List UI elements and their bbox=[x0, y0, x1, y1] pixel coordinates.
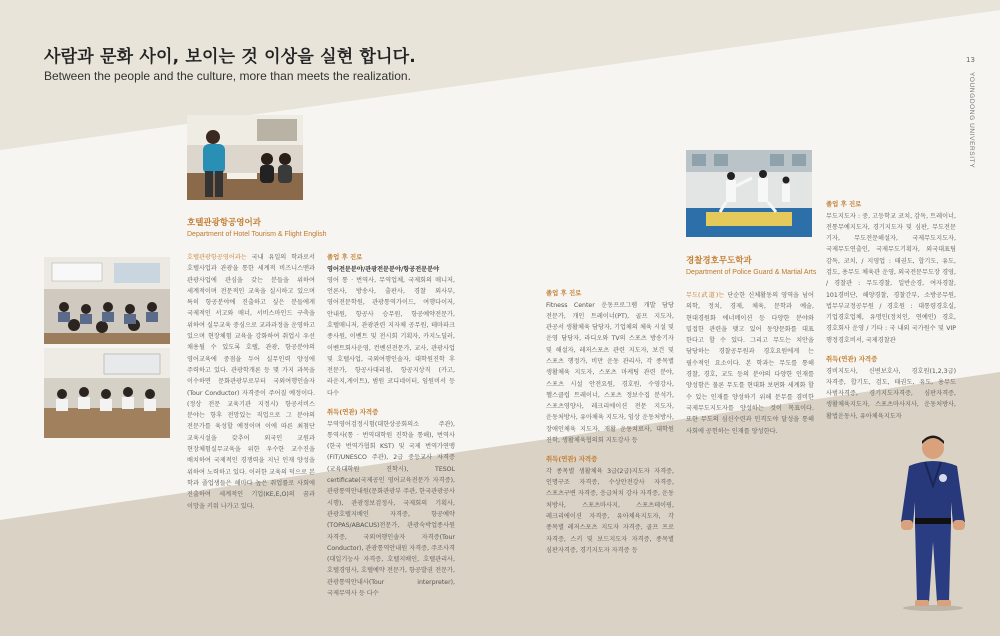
police-right-career-body: 무도지도자 : 중, 고등학교 코치, 감독, 트레이너, 전통무예지도자, 경기지도자 및 심판, 무도전문 기자, 무도전문해설자, 국제무도지도자, 국제무도연출인, 국제무도기획자, 외국대표팀 감독, 코치, / 지영업 : 태권도, 합기도, 유도, 검도, 용무도 체육관 운영, 외국전문무도장 경영, / 경찰관 : 무도경찰, 일반순경, 여자경찰, 101경비단, 해양경찰, 경찰간부, 소방공무원, 법무부교정공무원 / 경호원 : 대통령경호실, 기업경호업체, 유명인(정치인, 연예인) 경호, 경호회사 운영 / 기타 : 국 내외 국가원수 및 VIP 행정경호비서, 국제경찰관 bbox=[826, 212, 956, 344]
hotel-license-body: 무역영어검정시험(대한상공회의소 주관), 통역사(통 · 번역대학원 진학을 통해), 번역사(한국 번역가협회 KST) 및 국제 번역가연맹(FIT/UNESCO 주관), 2급 중등교사 자격증(교육대학원 진학시), TESOL certificate(국제공인 영어교육전문가 자격증), 관광통역안내원(문화관광부 주관, 한국관광공사 시행), 관광정보검정사, 국제회의 기획사, 관광호텔지배인 자격증, 항공예약(TOPAS/ABACUS)전문가, 관광숙박업종사원 자격증, 국외여행인솔자 자격증(Tour Conductor), 관광통역안내원 자격증, 주조사격(대일기능사 자격증, 호텔지배인, 호텔관리사, 호텔경영사, 호텔예약 전문가, 항공발권 전문가, 관광통역안내사(Tour interpreter), 국제무역사 등 다수 bbox=[327, 420, 455, 598]
martial-arts-student-figure bbox=[895, 432, 971, 612]
police-license-body: 각 종목별 생활체육 3급(2급)지도자 자격증, 인명구조 자격증, 수상안전강사 자격증, 스포츠구변 자격증, 응급처치 강사 자격증, 운동 처방사, 스포츠마사지, 스포츠테이핑, 레크리에이션 자격증, 유아체육지도자, 각 종목별 레저스포츠 지도자 자격증, 골프 프로 자격증, 스키 및 보드지도자 자격증, 종목별 심판자격증, 경기지도자 자격증 등 bbox=[546, 467, 674, 554]
hotel-career-column bbox=[327, 252, 455, 599]
police-career-column bbox=[546, 288, 674, 556]
page-number: 13 bbox=[966, 56, 975, 64]
hotel-intro-lead: 호텔관광항공영어과는 bbox=[187, 254, 247, 261]
hotel-career-heading: 졸업 후 진로 bbox=[327, 253, 363, 261]
hotel-class-photo-1 bbox=[187, 115, 303, 200]
martial-arts-photo bbox=[686, 150, 812, 237]
police-intro-lead: 무도(武道)는 bbox=[686, 292, 725, 299]
hotel-dept-name-ko: 호텔관광항공영어과 bbox=[187, 218, 261, 228]
police-intro bbox=[686, 290, 814, 437]
hotel-dept-name-en: Department of Hotel Tourism & Flight English bbox=[187, 231, 327, 238]
police-right-license-heading: 취득(연관) 자격증 bbox=[826, 355, 878, 364]
police-right-column bbox=[826, 199, 956, 422]
hotel-career-subheading: 영어전문분야/관광전문분야/항공전문분야 bbox=[327, 265, 440, 273]
hotel-intro bbox=[187, 252, 315, 512]
hotel-class-photo-3 bbox=[44, 348, 170, 438]
page-title: 사람과 문화 사이, 보이는 것 이상을 실현 합니다. bbox=[44, 47, 416, 67]
hotel-intro-body: 국내 유일의 학과로서 호텔사업과 관광을 통한 세계적 비즈니스맨과 관광사업에 관심을 갖는 분들을 위하여 세계적이며 전문적인 교육을 실시하고 있으며 특히 항공분야에 진출하고 싶은 분들에게 국제적인 서고와 매너, 서비스마인드 구축을 위하여 실무교육 중심으로 교과과정을 운영하고 있으며 현장체험 교육을 강화하여 취업시 우선 채용될 수 있도록 호텔, 관광, 항공분야의 영어교육에 중점을 두어 실무인력 양성에 주력하고 있다. 관광학개론 등 몇 가지 과목을 이수하면 문화관광부로부터 국외여행인솔자(Tour Conductor) 자격증이 주어질 예정이다.(정상 전문 교육기관 지정시) 항공서비스 분야는 항후 전망있는 직업으로 그 분야의 전문가를 육성할 예정이며 이에 따른 최첨단 교육시설을 갖추어 외국인 교원과 현장체험실무교육을 위한 우수한 교수진을 배치하여 국제적인 경쟁력을 지닌 인재 양성을 위하여 노력하고 있다. 이러한 교육의 덕으로 본 학과 졸업생들은 해마다 높은 취업률로 사회에 진출하여 세계적인 기업(KE,E,O)의 꿈과 이망을 키워 나가고 있다. bbox=[187, 254, 315, 510]
police-career-heading: 졸업 후 진로 bbox=[546, 289, 582, 297]
police-dept-name-ko: 경찰경호무도학과 bbox=[686, 256, 752, 266]
police-dept-name-en: Department of Police Guard & Martial Arts bbox=[686, 269, 817, 276]
police-career-body: Fitness Center 운동프로그램 개발 담당 전문가, 개인 트레이너(PT), 골프 지도자, 관공서 생활체육 담당자, 기업체의 체육 시설 및 운영 담당자, 라디오와 TV의 스포츠 방송기자 및 해설자, 레저스포츠 관련 지도자, 보건 및 스포츠 행정가, 비만 운동 관리사, 각 종목별 생활체육 지도자, 스포츠 마케팅 관련 분야, 스포츠 시설 안전요원, 경호원, 수영강사, 헬스클럽 트레이너, 스포츠 정보수집 분석가, 스포츠영양사, 레크리에이션 전문 지도자, 운동처방사, 유아체육 지도자, 임상 운동처방사, 장애인체육 지도자, 재활 운동치료사, 대학원 진학, 생활체육협의회 지도강사 등 bbox=[546, 301, 674, 445]
police-right-career-heading: 졸업 후 진로 bbox=[826, 200, 862, 208]
university-side-label: YOUNGDONG UNIVERSITY bbox=[968, 72, 975, 169]
hotel-license-heading: 취득(연관) 자격증 bbox=[327, 408, 379, 417]
hotel-career-body: 영어 통 · 번역사, 무역업체, 국제회의 매니저, 언론사, 방송사, 출판사, 경찰 외사부, 영어전문학원, 관광통역가이드, 여행다이저, 안내원, 항공사 승무원, 항공예약전문가, 호텔매니저, 관광관련 지자체 공무원, 테마파크 종사원, 이벤트 및 전시회 기획자, 카지노딜러, 이벤트회사운영, 컨벤션전문가, 교사, 관광사업 및 호텔사업, 국외여행인솔자, 대학원진학 후 전문가, 항공사대리점, 항공지상직 (카고,라운지,게이트), 범원 코디네이터, 임원비서 등 다수 bbox=[327, 276, 455, 397]
hotel-class-photo-2 bbox=[44, 257, 170, 344]
police-right-license-body: 경비지도사, 신변보호사, 경호원(1,2,3급) 자격증, 합기도, 검도, 태권도, 유도, 용무도 사범자격증, 경기지도자격증, 심판자격증, 생활체육지도자, 스포츠마사지사, 운동처방사, 활법운동사, 유아체육지도자 bbox=[826, 367, 956, 420]
police-intro-body: 단순한 신체활동의 영역을 넘어 의학, 정치, 경제, 체육, 문학과 예술, 현대경원화 에너메이션 등 다양한 분야와 밀접한 관련을 맺고 있어 동양문화를 대표 한다고 할 수 있다. 그리고 무도는 치안을 담당하는 경찰공무원과 경호요원에게 는 필수적인 요소이다. 본 학과는 무도를 통해 경찰, 경호, 교도 등의 분야의 다양한 인재를 양성함은 물론 무도를 현대화 보편화 세계화 할 수 있는 인재를 양성하기 위해 문무를 겸비한 국제무도지도자를 양성하는 것이 목표이다. 또한 무도의 심신수련과 인격도야 달성을 통해 사회에 공헌하는 인재를 양성한다. bbox=[686, 292, 814, 435]
police-license-heading: 취득(연관) 자격증 bbox=[546, 455, 598, 464]
page-subtitle: Between the people and the culture, more than meets the realization. bbox=[44, 69, 411, 83]
